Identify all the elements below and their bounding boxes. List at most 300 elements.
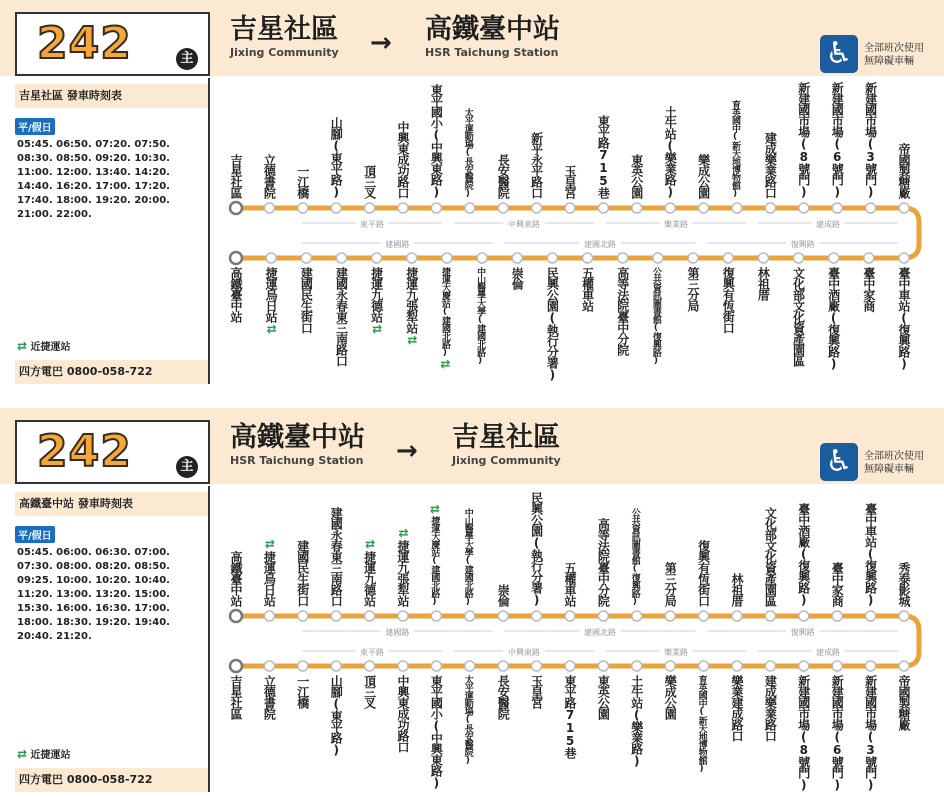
upper-row-stop-label (495, 584, 512, 606)
upper-row-stop-marker (398, 611, 408, 621)
lower-row-stop-label (650, 267, 663, 365)
upper-row-stop-marker (498, 203, 508, 213)
mrt-transfer-icon: ⇄ (266, 322, 277, 336)
lower-row-stop-marker (477, 253, 487, 263)
stop-name: 捷運九德站 (369, 267, 384, 322)
upper-row-stop-marker (298, 203, 308, 213)
stop-name: 捷運烏日站 (264, 267, 279, 322)
lower-row-road-label: 樂業路 (664, 648, 688, 657)
lower-row-stop-marker (688, 253, 698, 263)
lower-row-stop-marker (431, 661, 441, 671)
upper-row-stop-marker (431, 203, 441, 213)
stop-name: 文化部文化資產園區 (791, 267, 806, 366)
lower-row-stop-label (298, 267, 315, 333)
upper-row-stop-marker (632, 203, 642, 213)
stop-name: 立德書院 (262, 675, 277, 719)
upper-row-stop-marker (632, 611, 642, 621)
upper-row-stop-marker (230, 610, 242, 622)
lower-row-stop-marker (512, 253, 522, 263)
upper-row-stop-marker (899, 611, 909, 621)
upper-row-road-label: 建成路 (816, 220, 840, 229)
stop-name: 捷運烏日站 (262, 551, 277, 606)
upper-row-stop-label (328, 507, 345, 606)
stop-name: 新平永平路口 (529, 132, 544, 198)
upper-row-stop-marker (465, 203, 475, 213)
stop-name: 一江橋 (295, 675, 310, 708)
lower-row-stop-marker (799, 661, 809, 671)
stop-name: 吉星社區 (229, 675, 243, 719)
stop-name: 公共資訊圖書館(復興路) (650, 267, 661, 365)
departure-times: 05:45. 06:00. 06:30. 07:00. 07:30. 08:00. 08:20. 08:50. 09:25. 10:00. 10:20. 10:40. 11:20. 13:00. 13:20. 15:00. 15:30. 16:00. 16:30. 17:00. 18:00. 18:30. 19:20. 19:40. 20:40. 21:20. (17, 547, 170, 642)
stop-name: 東平國小(中興東路) (429, 84, 444, 198)
stop-name: 中興東成功路口 (396, 121, 410, 198)
lower-row-stop-label (462, 675, 475, 765)
lower-row-stop-label (662, 675, 679, 719)
destination-zh: 吉星社區 (452, 422, 560, 453)
upper-row-stop-marker (331, 611, 341, 621)
upper-row-stop-marker (665, 203, 675, 213)
stop-name: 中山醫學大學(建國北路) (462, 508, 473, 606)
upper-row-stop-label (762, 507, 779, 606)
stop-name: 帝國製糖廠 (897, 143, 911, 198)
accessibility-line-2: 無障礙車輛 (864, 464, 914, 475)
upper-row-stop-label (428, 84, 445, 198)
upper-row-road-label: 建國北路 (584, 628, 616, 637)
stop-name: 東英公園 (629, 154, 644, 198)
route-number: 242 (37, 18, 132, 69)
stop-name: 復興有恆街口 (721, 267, 736, 333)
stop-name: 臺中家商 (861, 267, 876, 311)
lower-row-stop-label (295, 675, 312, 708)
upper-row-stop-marker (230, 202, 242, 214)
lower-row-stop-label (328, 675, 345, 756)
lower-row-stop-marker (532, 661, 542, 671)
lower-row-stop-label (595, 675, 612, 719)
lower-row-stop-label (796, 675, 813, 791)
lower-row-stop-label (720, 267, 737, 333)
stop-name: 五權車站 (580, 267, 595, 311)
lower-row-stop-marker (372, 253, 382, 263)
lower-row-stop-label (755, 267, 772, 300)
stop-name: 臺中酒廠(復興路) (796, 503, 811, 606)
upper-row-stop-label (696, 154, 713, 198)
destination-en: HSR Taichung Station (425, 46, 559, 59)
mrt-legend-label: 近捷運站 (30, 750, 71, 761)
lower-row-stop-label (696, 675, 709, 773)
lower-row-stop-label (896, 267, 913, 370)
mrt-transfer-icon: ⇄ (372, 322, 383, 336)
stop-name: 捷運九張犁站 (396, 540, 410, 606)
stop-name: 長安醫院 (496, 154, 511, 198)
upper-row-stop-marker (264, 611, 274, 621)
upper-row-stop-label (662, 562, 679, 606)
stop-name: 樂業建成路口 (730, 675, 744, 741)
lower-row-stop-marker (653, 253, 663, 263)
lower-row-stop-marker (298, 661, 308, 671)
stop-name: 崇倫 (510, 267, 525, 289)
upper-row-stop-label (562, 165, 579, 198)
upper-row-stop-marker (765, 611, 775, 621)
stop-name: 建國永春東三南路口 (329, 507, 344, 606)
upper-row-stop-marker (365, 611, 375, 621)
stop-name: 中興東成功路口 (396, 675, 410, 752)
stop-name: 立德書院 (262, 154, 277, 198)
upper-row-stop-marker (365, 203, 375, 213)
destination-zh: 高鐵臺中站 (425, 14, 560, 45)
stop-name: 文化部文化資產園區 (763, 507, 778, 606)
lower-row-stop-label (762, 675, 779, 741)
lower-row-stop-label (826, 267, 843, 370)
upper-row-stop-marker (298, 611, 308, 621)
lower-row-stop-marker (442, 253, 452, 263)
day-type-badge: 平/假日 (15, 118, 55, 135)
upper-row-road-label: 東平路 (360, 220, 384, 229)
lower-row-stop-label (439, 267, 452, 371)
upper-row-stop-marker (799, 611, 809, 621)
stop-name: 高等法院臺中分院 (615, 267, 630, 355)
route-number: 242 (37, 426, 132, 477)
upper-row-stop-label (261, 154, 278, 198)
lower-row-stop-label (791, 267, 808, 366)
stop-name: 東平國小(中興東路) (429, 675, 444, 789)
stop-name: 東英公園 (596, 675, 611, 719)
stop-name: 土牛站(樂業路) (629, 675, 644, 767)
stop-name: 高鐵臺中站 (229, 267, 243, 322)
stop-name: 東平路715巷 (563, 675, 577, 758)
origin-en: HSR Taichung Station (230, 454, 364, 467)
mrt-transfer-icon: ⇄ (264, 537, 275, 551)
lower-row-stop-marker (732, 661, 742, 671)
upper-row-stop-label (462, 108, 475, 198)
lower-row-stop-label (428, 675, 445, 789)
stop-name: 新建國市場(3號門) (863, 675, 878, 791)
lower-row-stop-marker (547, 253, 557, 263)
wheelchair-icon: ♿ (820, 35, 858, 73)
stop-name: 秀泰影城 (897, 562, 911, 606)
stop-name: 林祖厝 (730, 573, 744, 606)
lower-row-stop-marker (365, 661, 375, 671)
lower-row-stop-marker (230, 660, 242, 672)
lower-row-stop-marker (336, 253, 346, 263)
stop-name: 太平運動場(長安醫院) (462, 108, 473, 198)
lower-row-road-label: 復興路 (790, 240, 815, 249)
stop-name: 育英國中(新天地博物館) (730, 100, 740, 198)
stop-name: 復興有恆街口 (696, 540, 711, 606)
stop-name: 玉皇宮 (529, 675, 544, 708)
mrt-legend-label: 近捷運站 (30, 342, 71, 353)
stop-name: 民興公園(執行分署) (545, 267, 560, 381)
stop-name: 建國永春東三南路口 (334, 267, 349, 366)
upper-row-road-label: 樂業路 (664, 220, 688, 229)
stop-name: 頂三叉 (362, 675, 377, 708)
operator-phone: 四方電巴 0800-058-722 (15, 360, 208, 384)
lower-row-stop-label (261, 675, 278, 719)
upper-row-stop-label (562, 562, 579, 606)
origin-zh: 高鐵臺中站 (230, 422, 365, 453)
lower-row-stop-label (685, 267, 702, 311)
lower-row-stop-marker (565, 661, 575, 671)
upper-row-stop-label (529, 132, 546, 198)
lower-row-stop-label (333, 267, 350, 366)
upper-row-stop-label (462, 508, 475, 606)
upper-row-stop-label (362, 165, 379, 198)
mrt-transfer-icon: ⇄ (17, 339, 28, 353)
direction-arrow: → (370, 28, 392, 58)
stop-name: 樂成公園 (696, 154, 711, 198)
stop-name: 高鐵臺中站 (229, 551, 243, 606)
lower-row-stop-label (263, 267, 280, 336)
accessibility-line-1: 全部班次使用 (864, 451, 924, 462)
lower-row-road-label: 建成路 (816, 648, 840, 657)
upper-row-stop-label (395, 121, 412, 198)
upper-row-road-label: 中興東路 (508, 220, 540, 229)
upper-row-stop-label (829, 562, 846, 606)
lower-row-stop-marker (758, 253, 768, 263)
stop-name: 民興公園(執行分署) (529, 492, 544, 606)
direction-arrow: → (396, 436, 418, 466)
stop-name: 一江橋 (295, 165, 310, 198)
mrt-transfer-icon: ⇄ (17, 747, 28, 761)
lower-row-stop-label (228, 675, 245, 719)
stop-name: 臺中家商 (830, 562, 845, 606)
accessibility-line-2: 無障礙車輛 (864, 56, 914, 67)
lower-row-stop-label (509, 267, 526, 289)
lower-row-stop-marker (899, 253, 909, 263)
upper-row-stop-label (896, 562, 913, 606)
upper-row-stop-marker (699, 203, 709, 213)
upper-row-stop-marker (565, 203, 575, 213)
lower-row-stop-marker (407, 253, 417, 263)
route-panel-return (0, 408, 944, 792)
upper-row-stop-label (428, 502, 441, 606)
upper-row-stop-marker (598, 611, 608, 621)
lower-row-stop-marker (665, 661, 675, 671)
stop-name: 林祖厝 (756, 267, 771, 300)
lower-row-stop-label (863, 675, 880, 791)
wheelchair-icon: ♿ (820, 443, 858, 481)
upper-row-stop-label (696, 540, 713, 606)
stop-name: 新建國市場(8號門) (796, 82, 811, 198)
stop-name: 臺中車站(復興路) (863, 503, 878, 606)
stop-name: 高等法院臺中分院 (596, 518, 611, 606)
stop-name: 捷運九張犁站 (404, 267, 419, 333)
upper-row-stop-marker (565, 611, 575, 621)
stop-name: 崇倫 (496, 584, 511, 606)
lower-row-stop-label (529, 675, 546, 708)
main-route-badge: 主 (176, 456, 198, 478)
schedule-title: 吉星社區 發車時刻表 (15, 84, 208, 108)
lower-row-stop-label (861, 267, 878, 311)
route-line (236, 208, 919, 258)
operator-phone: 四方電巴 0800-058-722 (15, 768, 208, 792)
stop-name: 山腳(東平路) (329, 117, 344, 198)
stop-name: 臺中酒廠(復興路) (826, 267, 841, 370)
lower-row-stop-marker (398, 661, 408, 671)
destination-en: Jixing Community (452, 454, 561, 467)
stop-name: 新建國市場(6號門) (830, 82, 845, 198)
upper-row-stop-label (362, 537, 379, 606)
lower-row-stop-marker (723, 253, 733, 263)
stop-name: 第三分局 (663, 562, 678, 606)
lower-row-stop-marker (899, 661, 909, 671)
upper-row-stop-label (595, 115, 612, 198)
upper-row-stop-marker (264, 203, 274, 213)
lower-row-road-label: 中興東路 (508, 648, 540, 657)
stop-name: 新建國市場(8號門) (796, 675, 811, 791)
lower-row-stop-marker (699, 661, 709, 671)
upper-row-stop-label (662, 106, 679, 198)
lower-row-stop-marker (618, 253, 628, 263)
lower-row-stop-label (369, 267, 386, 336)
upper-row-stop-label (863, 503, 880, 606)
stop-name: 山腳(東平路) (329, 675, 344, 756)
lower-row-stop-label (896, 675, 913, 730)
upper-row-stop-marker (899, 203, 909, 213)
upper-row-stop-marker (665, 611, 675, 621)
mrt-transfer-icon: ⇄ (440, 357, 451, 371)
upper-row-stop-label (796, 82, 813, 198)
upper-row-stop-marker (799, 203, 809, 213)
stop-name: 建國民生街口 (299, 267, 314, 333)
lower-row-stop-marker (598, 661, 608, 671)
lower-row-stop-marker (829, 253, 839, 263)
stop-name: 新建國市場(3號門) (863, 82, 878, 198)
main-route-badge: 主 (176, 48, 198, 70)
upper-row-stop-label (395, 526, 412, 606)
stop-name: 頂三叉 (362, 165, 377, 198)
stop-name: 育英國中(新天地博物館) (696, 675, 707, 773)
stop-name: 捷運九德站 (362, 551, 377, 606)
stop-name: 捷運大慶站(建國北路) (429, 516, 440, 606)
stop-name: 吉星社區 (229, 154, 243, 198)
upper-row-stop-marker (465, 611, 475, 621)
upper-row-stop-marker (532, 203, 542, 213)
upper-row-stop-marker (866, 611, 876, 621)
lower-row-stop-label (404, 267, 421, 347)
upper-row-stop-label (829, 82, 846, 198)
day-type-badge: 平/假日 (15, 526, 55, 543)
stop-name: 帝國製糖廠 (897, 675, 911, 730)
lower-row-stop-label (580, 267, 597, 311)
stop-name: 長安醫院 (496, 675, 511, 719)
stop-name: 新建國市場(6號門) (830, 675, 845, 791)
lower-row-stop-label (729, 675, 746, 741)
upper-row-stop-label (328, 117, 345, 198)
upper-row-stop-label (863, 82, 880, 198)
lower-row-stop-label (629, 675, 646, 767)
lower-row-stop-label (228, 267, 245, 322)
lower-row-stop-marker (230, 252, 242, 264)
lower-row-stop-label (474, 267, 487, 365)
stop-name: 樂成公園 (663, 675, 678, 719)
stop-name: 捷運大慶站(建國北路) (439, 267, 450, 357)
departure-times: 05:45. 06:50. 07:20. 07:50. 08:30. 08:50. 09:20. 10:30. 11:00. 12:00. 13:40. 14:20. 14:40. 16:20. 17:00. 17:20. 17:40. 18:00. 19:20. 20:00. 21:00. 22:00. (17, 139, 170, 220)
lower-row-stop-marker (765, 661, 775, 671)
upper-row-stop-marker (732, 611, 742, 621)
mrt-transfer-icon: ⇄ (398, 526, 409, 540)
lower-row-stop-label (362, 675, 379, 708)
upper-row-stop-marker (498, 611, 508, 621)
accessibility-line-1: 全部班次使用 (864, 43, 924, 54)
lower-row-stop-marker (331, 661, 341, 671)
upper-row-stop-label (495, 154, 512, 198)
upper-row-stop-marker (732, 203, 742, 213)
mrt-transfer-icon: ⇄ (429, 502, 440, 516)
stop-name: 建國民生街口 (295, 540, 310, 606)
stop-name: 建成樂業路口 (763, 132, 778, 198)
upper-row-stop-marker (765, 203, 775, 213)
stop-name: 臺中車站(復興路) (897, 267, 911, 370)
lower-row-stop-marker (301, 253, 311, 263)
lower-row-stop-marker (632, 661, 642, 671)
lower-row-stop-marker (866, 661, 876, 671)
lower-row-stop-marker (794, 253, 804, 263)
stop-name: 五權車站 (563, 562, 577, 606)
mrt-transfer-icon: ⇄ (407, 333, 418, 347)
upper-row-stop-marker (331, 203, 341, 213)
stop-name: 建成樂業路口 (763, 675, 778, 741)
lower-row-stop-label (615, 267, 632, 355)
lower-row-road-label: 建國北路 (584, 240, 616, 249)
stop-name: 土牛站(樂業路) (663, 106, 678, 198)
upper-row-stop-label (228, 551, 245, 606)
lower-row-stop-marker (465, 661, 475, 671)
stop-name: 太平運動場(長安醫院) (462, 675, 473, 765)
upper-row-road-label: 復興路 (790, 628, 815, 637)
route-line (236, 616, 919, 666)
upper-row-stop-marker (532, 611, 542, 621)
upper-row-stop-label (796, 503, 813, 606)
upper-row-stop-label (529, 492, 546, 606)
upper-row-stop-marker (866, 203, 876, 213)
stop-name: 公共資訊圖書館(復興路) (629, 508, 640, 606)
lower-row-stop-marker (498, 661, 508, 671)
mrt-transfer-icon: ⇄ (365, 537, 376, 551)
lower-row-road-label: 建國路 (385, 240, 410, 249)
stop-name: 玉皇宮 (563, 165, 577, 198)
upper-row-stop-label (595, 518, 612, 606)
lower-row-stop-marker (266, 253, 276, 263)
upper-row-stop-label (295, 165, 312, 198)
origin-en: Jixing Community (230, 46, 339, 59)
upper-row-stop-label (729, 573, 746, 606)
upper-row-stop-label (762, 132, 779, 198)
upper-row-stop-label (295, 540, 312, 606)
upper-row-stop-marker (832, 611, 842, 621)
upper-row-stop-label (261, 537, 278, 606)
lower-row-stop-marker (832, 661, 842, 671)
lower-row-stop-marker (864, 253, 874, 263)
upper-row-stop-label (896, 143, 913, 198)
upper-row-stop-label (228, 154, 245, 198)
stop-name: 第三分局 (686, 267, 701, 311)
lower-row-stop-label (544, 267, 561, 381)
lower-row-stop-label (395, 675, 412, 752)
upper-row-stop-marker (832, 203, 842, 213)
lower-row-stop-label (829, 675, 846, 791)
schedule-title: 高鐵臺中站 發車時刻表 (15, 492, 208, 516)
upper-row-road-label: 建國路 (385, 628, 410, 637)
route-panel-outbound (0, 0, 944, 384)
lower-row-stop-label (495, 675, 512, 719)
lower-row-stop-marker (264, 661, 274, 671)
upper-row-stop-label (729, 100, 742, 198)
upper-row-stop-marker (699, 611, 709, 621)
lower-row-road-label: 東平路 (360, 648, 384, 657)
upper-row-stop-marker (398, 203, 408, 213)
upper-row-stop-label (629, 154, 646, 198)
origin-zh: 吉星社區 (230, 14, 338, 45)
